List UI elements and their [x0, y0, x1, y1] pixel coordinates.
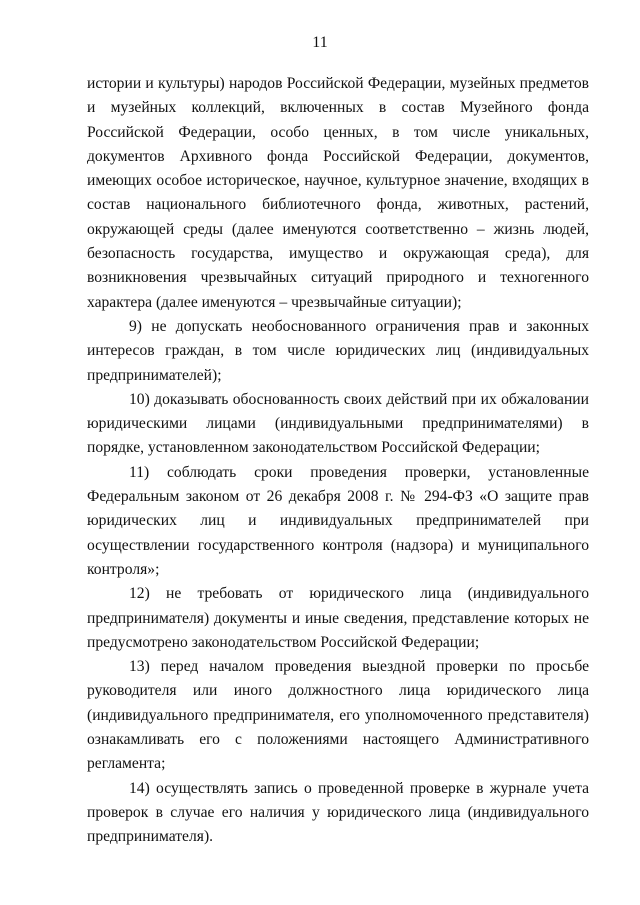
page-number: 11: [312, 34, 328, 51]
paragraph-item-14: 14) осуществлять запись о проведенной проверке в журнале учета проверок в случае его наличия у юридического лица (индивидуального предпринимателя).: [87, 779, 589, 846]
paragraph-item-11: 11) соблюдать сроки проведения проверки, установленные Федеральным законом от 26 декабря 2008 г. № 294-ФЗ «О защите прав юридических лиц и индивидуальных предпринимателей при осуществлении государственного контроля (надзора) и муниципального контроля»;: [87, 463, 589, 578]
paragraph-item-9: 9) не допускать необоснованного ограничения прав и законных интересов граждан, в том числе юридических лиц (индивидуальных предпринимателей);: [87, 317, 589, 384]
paragraph-item-10: 10) доказывать обоснованность своих действий при их обжаловании юридическими лицами (индивидуальными предпринимателями) в порядке, установленном законодательством Российской Федерации;: [87, 390, 589, 457]
paragraph-item-13: 13) перед началом проведения выездной проверки по просьбе руководителя или иного должностного лица юридического лица (индивидуального предпринимателя, его уполномоченного представителя) ознакамливать его с положениями настоящего Административного регламента;: [87, 658, 589, 773]
document-body: [87, 72, 589, 850]
paragraph-item-12: 12) не требовать от юридического лица (индивидуального предпринимателя) документы и иные сведения, представление которых не предусмотрено законодательством Российской Федерации;: [87, 585, 589, 651]
paragraph-continuation: истории и культуры) народов Российской Федерации, музейных предметов и музейных коллекций, включенных в состав Музейного фонда Российской Федерации, особо ценных, в том числе уникальных, документов Архивного фонда Российской Федерации, документов, имеющих особое историческое, научное, культурное значение, входящих в состав национального библиотечного фонда, животных, растений, окружающей среды (далее именуются соответственно – жизнь людей, безопасность государства, имущество и окружающая среда), для возникновения чрезвычайных ситуаций природного и техногенного характера (далее именуются – чрезвычайные ситуации);: [87, 75, 589, 311]
